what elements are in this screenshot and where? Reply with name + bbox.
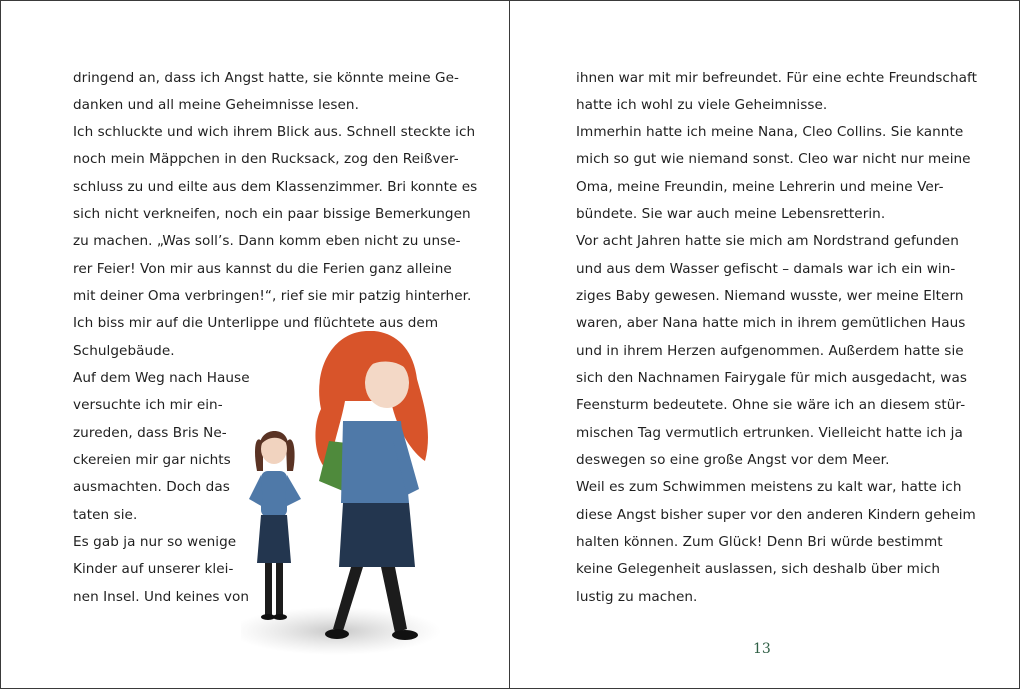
text-line: keine Gelegenheit auslassen, sich deshalb über mich	[576, 561, 940, 577]
text-line: zureden, dass Bris Ne-	[73, 425, 227, 441]
text-line: Es gab ja nur so wenige	[73, 534, 237, 550]
text-line: Ich schluckte und wich ihrem Blick aus. Schnell steckte ich	[73, 124, 476, 140]
text-line: schluss zu und eilte aus dem Klassenzimmer. Bri konnte es	[73, 179, 478, 195]
text-line: lustig zu machen.	[576, 589, 698, 605]
text-line: taten sie.	[73, 507, 138, 523]
text-line: Vor acht Jahren hatte sie mich am Nordstrand gefunden	[576, 233, 959, 249]
text-line: rer Feier! Von mir aus kannst du die Ferien ganz alleine	[73, 261, 452, 277]
text-line: waren, aber Nana hatte mich in ihrem gemütlichen Haus	[576, 315, 966, 331]
text-line: diese Angst bisher super vor den anderen Kindern geheim	[576, 507, 976, 523]
girls-illustration	[241, 331, 441, 661]
left-page	[0, 0, 510, 689]
text-line: noch mein Mäppchen in den Rucksack, zog den Reißver-	[73, 151, 459, 167]
text-line: mit deiner Oma verbringen!“, rief sie mir patzig hinterher.	[73, 288, 472, 304]
text-line: Schulgebäude.	[73, 343, 175, 359]
text-line: ziges Baby gewesen. Niemand wusste, wer meine Eltern	[576, 288, 964, 304]
text-line: Auf dem Weg nach Hause	[73, 370, 250, 386]
text-line: mich so gut wie niemand sonst. Cleo war nicht nur meine	[576, 151, 971, 167]
text-line: Kinder auf unserer klei-	[73, 561, 234, 577]
text-line: ckereien mir gar nichts	[73, 452, 231, 468]
text-line: sich den Nachnamen Fairygale für mich ausgedacht, was	[576, 370, 967, 386]
text-line: nen Insel. Und keines von	[73, 589, 250, 605]
text-line: ausmachten. Doch das	[73, 479, 230, 495]
small-girl-figure	[249, 431, 301, 620]
text-line: halten können. Zum Glück! Denn Bri würde bestimmt	[576, 534, 943, 550]
text-line: danken und all meine Geheimnisse lesen.	[73, 97, 359, 113]
text-line: bündete. Sie war auch meine Lebensretterin.	[576, 206, 886, 222]
text-line: deswegen so eine große Angst vor dem Meer.	[576, 452, 890, 468]
text-line: ihnen war mit mir befreundet. Für eine echte Freundschaft	[576, 70, 977, 86]
text-line: Weil es zum Schwimmen meistens zu kalt war, hatte ich	[576, 479, 962, 495]
text-line: und aus dem Wasser gefischt – damals war ich ein win-	[576, 261, 956, 277]
text-line: Oma, meine Freundin, meine Lehrerin und meine Ver-	[576, 179, 944, 195]
red-haired-girl-figure	[315, 331, 428, 640]
text-line: zu machen. „Was soll’s. Dann komm eben nicht zu unse-	[73, 233, 461, 249]
text-line: Immerhin hatte ich meine Nana, Cleo Collins. Sie kannte	[576, 124, 964, 140]
text-line: Feensturm bedeutete. Ohne sie wäre ich an diesem stür-	[576, 397, 966, 413]
text-line: hatte ich wohl zu viele Geheimnisse.	[576, 97, 828, 113]
right-page	[509, 0, 1020, 689]
text-line: dringend an, dass ich Angst hatte, sie könnte meine Ge-	[73, 70, 460, 86]
text-line: Ich biss mir auf die Unterlippe und flüchtete aus dem	[73, 315, 439, 331]
page-number: 13	[753, 641, 771, 657]
text-line: und in ihrem Herzen aufgenommen. Außerdem hatte sie	[576, 343, 964, 359]
text-line: sich nicht verkneifen, noch ein paar bissige Bemerkungen	[73, 206, 471, 222]
text-line: mischen Tag vermutlich ertrunken. Vielleicht hatte ich ja	[576, 425, 963, 441]
text-line: versuchte ich mir ein-	[73, 397, 223, 413]
